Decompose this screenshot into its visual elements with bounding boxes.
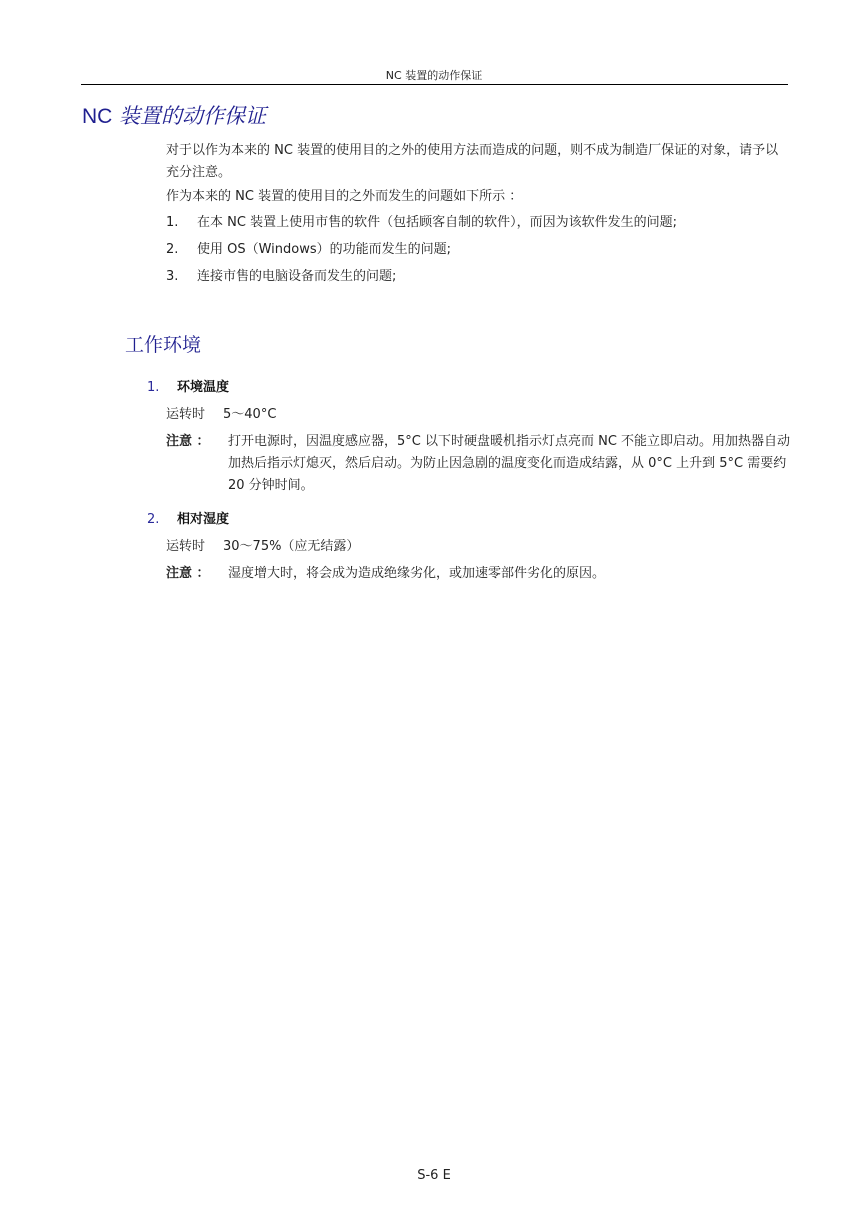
note-temperature [166, 431, 792, 497]
note-label: 注意 ： [166, 434, 210, 449]
page-title [82, 100, 266, 130]
intro-paragraph-2: 作为本来的 NC 装置的使用目的之外而发生的问题如下所示 ： [166, 189, 523, 204]
list-item-text: 使用 OS（Windows）的功能而发生的问题; [197, 242, 452, 257]
subsection-heading-temperature [147, 376, 229, 395]
list-item [166, 266, 396, 288]
subsection-heading-text: 环境温度 [177, 380, 230, 395]
list-item-text: 在本 NC 装置上使用市售的软件（包括顾客自制的软件），而因为该软件发生的问题; [197, 215, 677, 230]
spec-label: 运转时 [166, 407, 206, 422]
list-item-number: 2. [166, 242, 179, 257]
subsection-number: 2. [147, 512, 160, 527]
note-text: 打开电源时，因温度感应器，5°C 以下时硬盘暖机指示灯点亮而 NC 不能立即启动。用加热器自动加热后指示灯熄灭，然后启动。为防止因急剧的温度变化而造成结露，从 0°C 上升到 5°C 需要约 20 分钟时间。 [228, 434, 791, 493]
page-number: S-6 E [417, 1168, 451, 1183]
note-humidity [166, 563, 792, 585]
spec-humidity [166, 536, 359, 558]
subsection-number: 1. [147, 380, 160, 395]
subsection-heading-text: 相对湿度 [177, 512, 230, 527]
spec-label: 运转时 [166, 539, 206, 554]
header-divider [81, 84, 788, 85]
list-item-text: 连接市售的电脑设备而发生的问题; [197, 269, 397, 284]
subsection-heading-humidity [147, 508, 229, 527]
running-header: NC 装置的动作保证 [385, 69, 483, 82]
list-item [166, 212, 677, 234]
list-item [166, 239, 451, 261]
note-text: 湿度增大时，将会成为造成绝缘劣化，或加速零部件劣化的原因。 [228, 566, 606, 581]
intro-paragraph-1: 对于以作为本来的 NC 装置的使用目的之外的使用方法而造成的问题，则不成为制造厂保证的对象，请予以充分注意。 [166, 143, 779, 180]
section-title: 工作环境 [125, 334, 202, 356]
list-item-number: 1. [166, 215, 179, 230]
spec-value: 5～40°C [223, 407, 277, 422]
spec-temperature [166, 404, 276, 426]
spec-value: 30～75%（应无结露） [223, 539, 360, 554]
list-item-number: 3. [166, 269, 179, 284]
page-title-main: 装置的动作保证 [119, 104, 267, 128]
page-title-prefix: NC [82, 105, 113, 128]
note-label: 注意 ： [166, 566, 210, 581]
